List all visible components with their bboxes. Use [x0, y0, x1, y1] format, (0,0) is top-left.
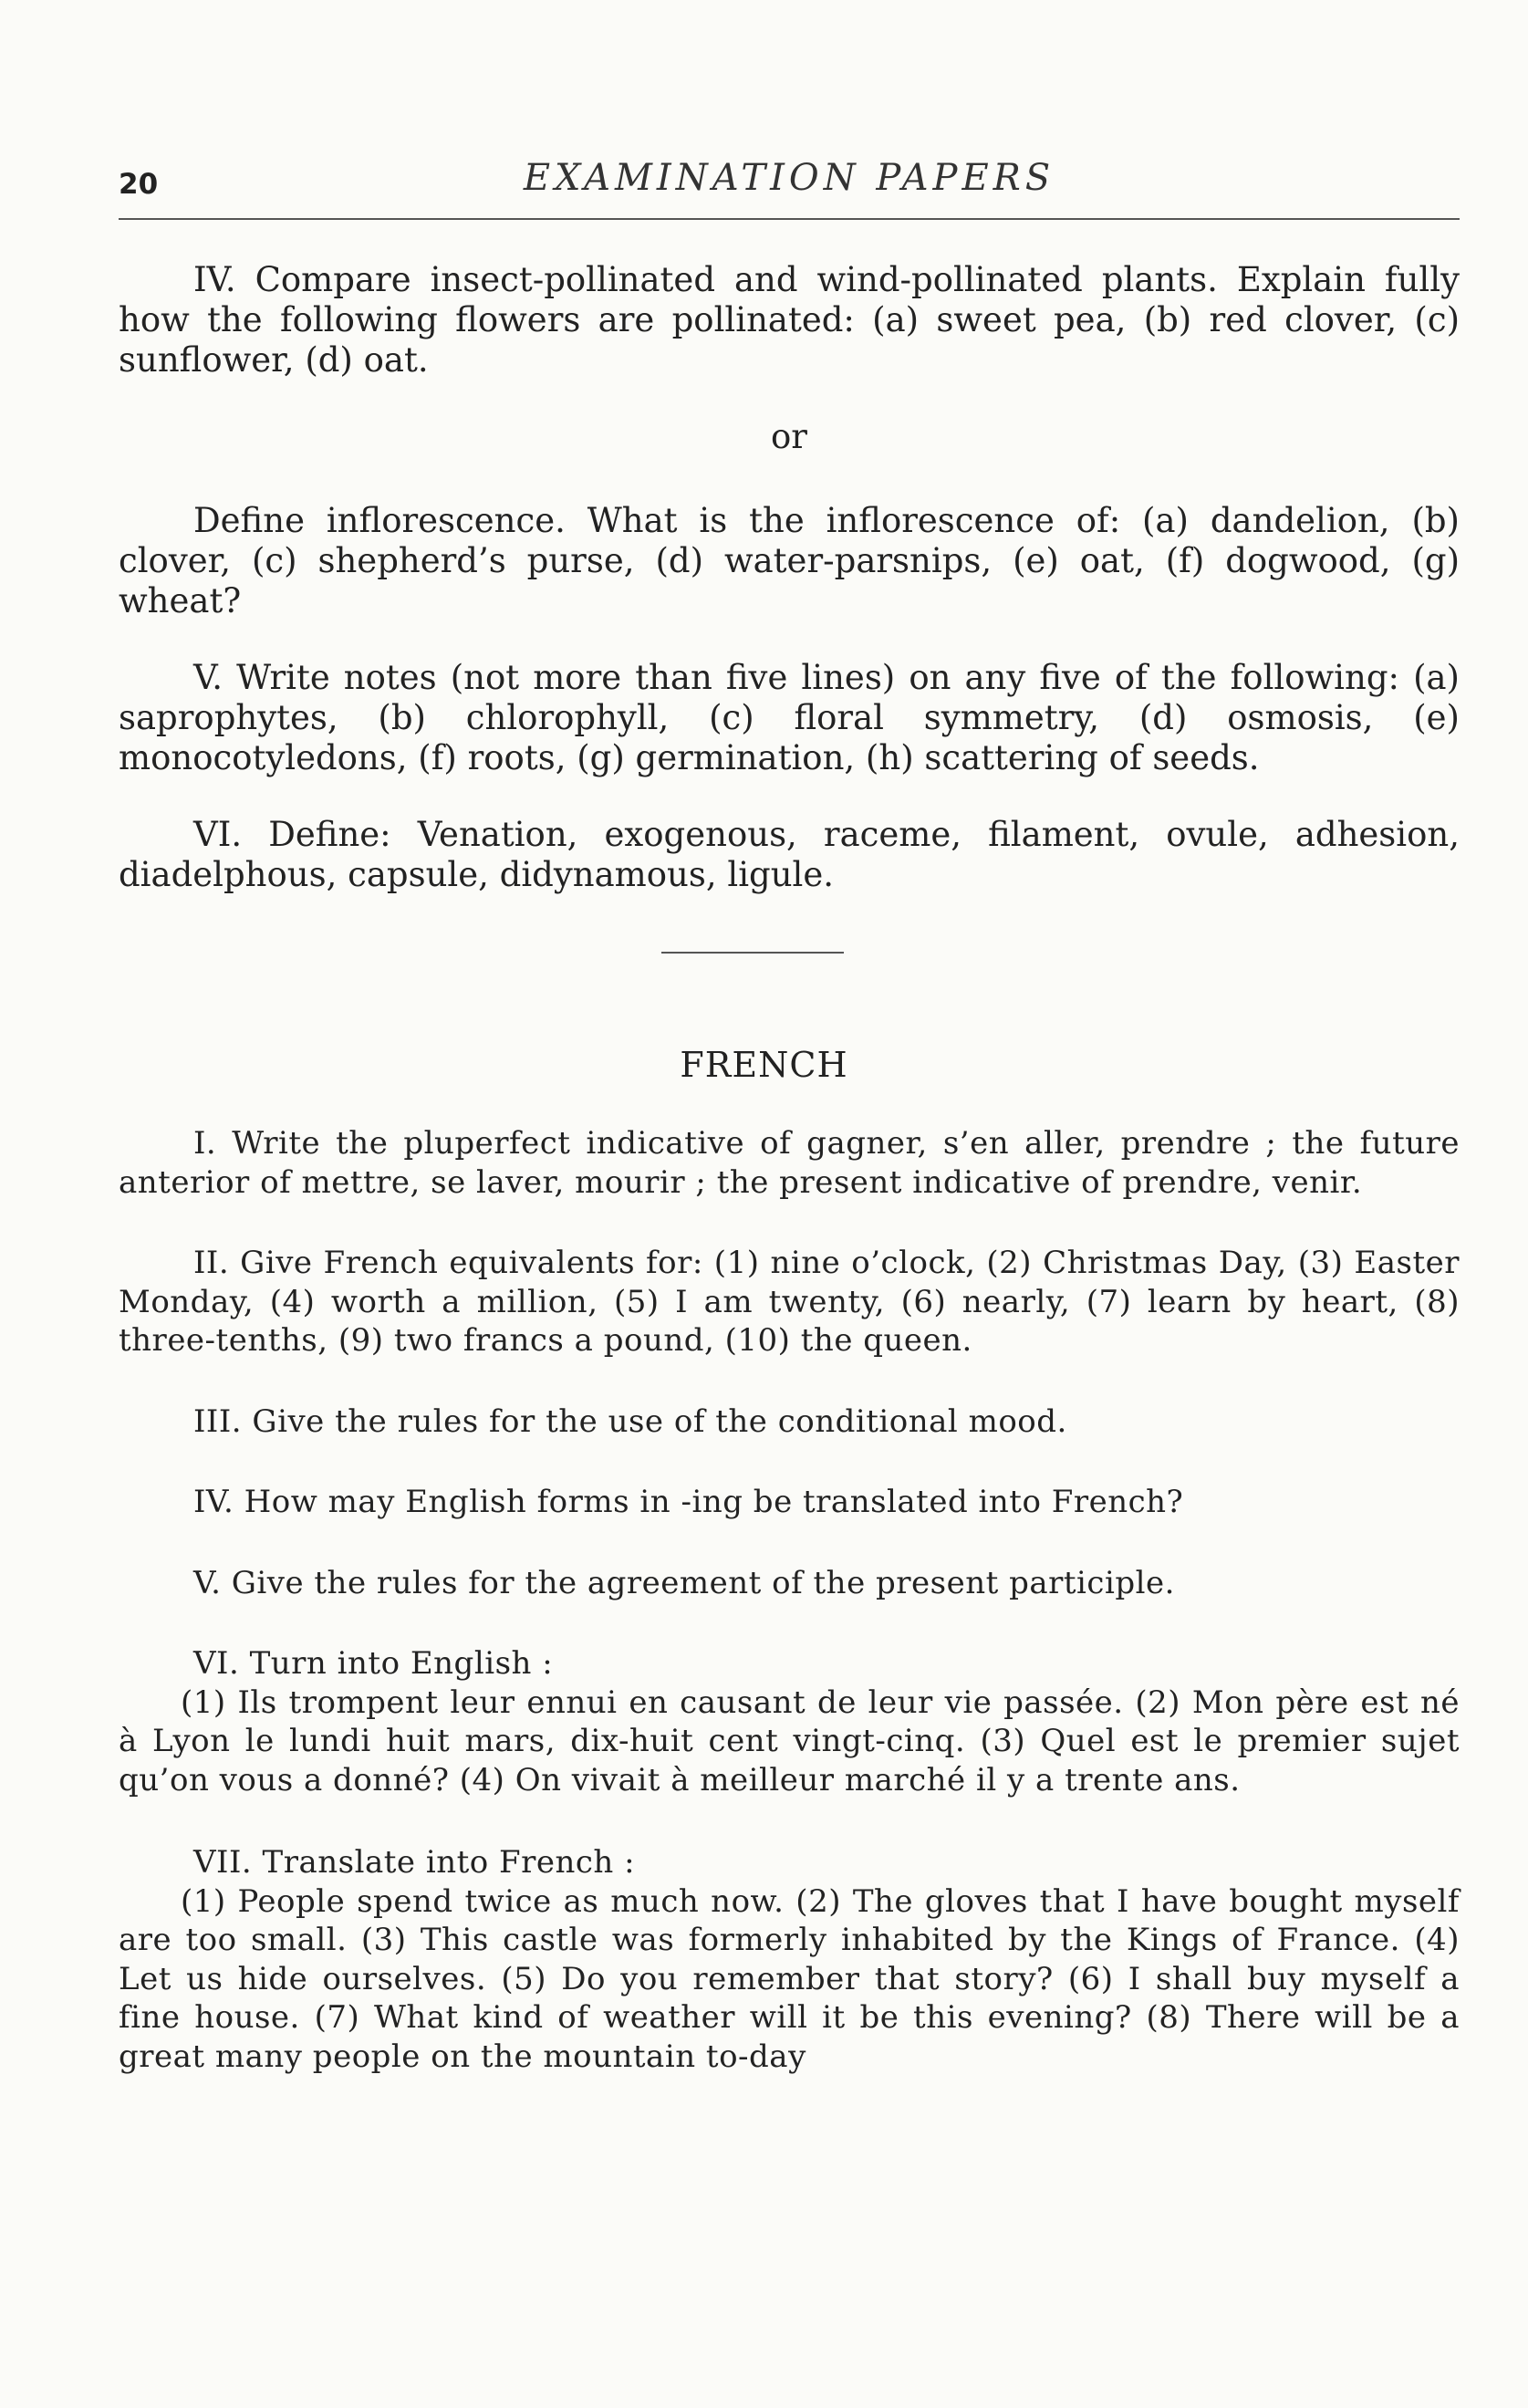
french-question-v: V. Give the rules for the agreement of the present participle.: [193, 1564, 1175, 1601]
french-question-iii: III. Give the rules for the use of the conditional mood.: [193, 1402, 1067, 1440]
french-questions: [119, 1124, 1460, 2120]
french-question-vi-text: (1) Ils trompent leur ennui en causant de leur vie passée. (2) Mon père est né à Lyon le lundi huit mars, dix-huit cent vingt-cinq. (3) Quel est le premier sujet qu’on vous a donné? (4) On vivait à meilleur marché il y a trente ans.: [119, 1684, 1460, 1798]
french-question-vii-text: (1) People spend twice as much now. (2) The gloves that I have bought myself are too small. (3) This castle was formerly inhabited by the Kings of France. (4) Let us hide ourselves. (5) Do you remember that story? (6) I shall buy myself a fine house. (7) What kind of weather will it be this evening? (8) There will be a great many people on the mountain to-day: [119, 1882, 1460, 2075]
section-divider: [661, 952, 844, 954]
running-title: EXAMINATION PAPERS: [523, 157, 1055, 199]
french-question-vii-heading: VII. Translate into French :: [193, 1844, 636, 1881]
question-iv-alternative: Define inflorescence. What is the inflorescence of: (a) dandelion, (b) clover, (c) shepherd’s purse, (d) water-parsnips, (e) oat, (f) dogwood, (g) wheat?: [119, 501, 1460, 620]
header-rule: [119, 218, 1460, 220]
botany-questions: [119, 260, 1460, 932]
french-question-iv: IV. How may English forms in -ing be translated into French?: [193, 1484, 1184, 1520]
section-title-french: FRENCH: [680, 1045, 848, 1085]
page-header: [119, 157, 1460, 212]
question-v: V. Write notes (not more than five lines) on any five of the following: (a) saprophytes, (b) chlorophyll, (c) floral symmetry, (d) osmosis, (e) monocotyledons, (f) roots, (g) germination, (h) scattering of seeds.: [119, 658, 1460, 777]
question-vi: VI. Define: Venation, exogenous, raceme, filament, ovule, adhesion, diadelphous, capsule, didynamous, ligule.: [119, 815, 1460, 894]
french-question-ii: II. Give French equivalents for: (1) nine o’clock, (2) Christmas Day, (3) Easter Monday, (4) worth a million, (5) I am twenty, (6) nearly, (7) learn by heart, (8) three-tenths, (9) two francs a pound, (10) the queen.: [119, 1245, 1460, 1359]
question-iv: IV. Compare insect-pollinated and wind-pollinated plants. Explain fully how the following flowers are pollinated: (a) sweet pea, (b) red clover, (c) sunflower, (d) oat.: [119, 260, 1460, 380]
french-question-i: I. Write the pluperfect indicative of gagner, s’en aller, prendre ; the future anterior of mettre, se laver, mourir ; the present indicative of prendre, venir.: [119, 1125, 1460, 1201]
french-question-vi-heading: VI. Turn into English :: [193, 1645, 554, 1682]
or-separator: or: [771, 417, 807, 456]
page-number: 20: [119, 168, 159, 201]
